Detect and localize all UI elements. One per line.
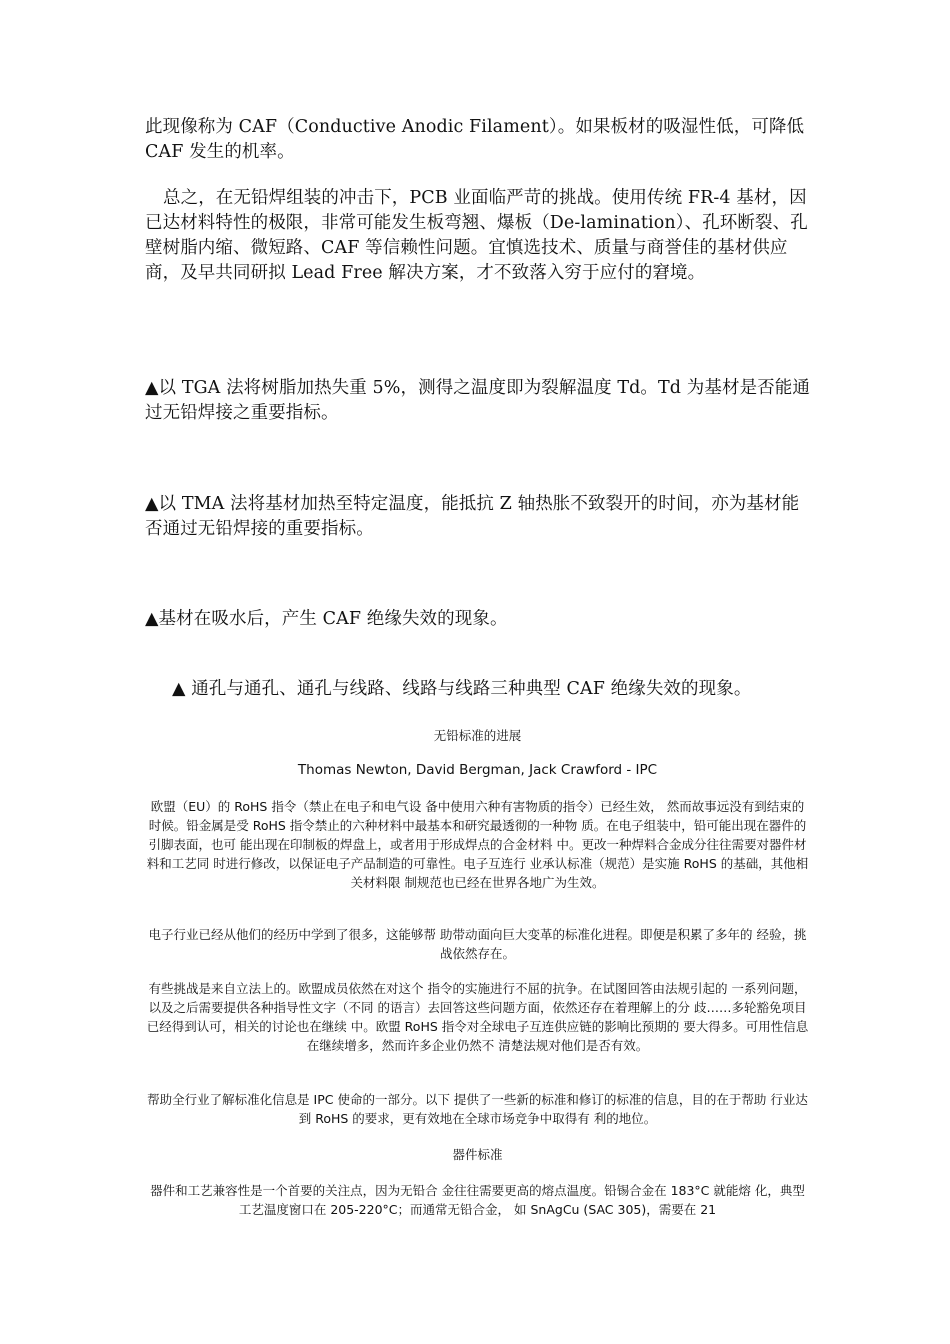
summary-paragraph: 总之，在无铅焊组装的冲击下，PCB 业面临严苛的挑战。使用传统 FR-4 基材，因已达材料特性的极限，非常可能发生板弯翘、爆板（De-lamination）、孔环断裂、孔壁树脂内缩、微短路、CAF 等信赖性问题。宜慎选技术、质量与商誉佳的基材供应商，及早共同研拟 Lead Free 解决方案，才不致落入穷于应付的窘境。 [145,188,808,283]
article-paragraph-5: 器件和工艺兼容性是一个首要的关注点，因为无铅合 金往往需要更高的熔点温度。铅锡合金在 183°C 就能熔 化，典型工艺温度窗口在 205-220°C；而通常无铅合金， 如 SnAgCu (SAC 305)，需要在 21 [150,1183,805,1217]
article-authors: Thomas Newton, David Bergman, Jack Crawford - IPC [297,762,658,778]
caf-types-caption: ▲ 通孔与通孔、通孔与线路、线路与线路三种典型 CAF 绝缘失效的现象。 [172,679,752,699]
section-heading: 器件标准 [452,1147,503,1162]
caf-water-caption: ▲基材在吸水后，产生 CAF 绝缘失效的现象。 [145,609,508,629]
article-paragraph-3: 有些挑战是来自立法上的。欧盟成员依然在对这个 指令的实施进行不屈的抗争。在试图回答由法规引起的 一系列问题，以及之后需要提供各种指导性文字（不同 的语言）去回答这些问题方面，依然还存在着理解上的分 歧……多轮豁免项目已经得到认可，相关的讨论也在继续 中。欧盟 RoHS 指令对全球电子互连供应链的影响比预期的 要大得多。可用性信息在继续增多，然而许多企业仍然不 清楚法规对他们是否有效。 [146,981,809,1053]
tma-caption: ▲以 TMA 法将基材加热至特定温度，能抵抗 Z 轴热胀不致裂开的时间，亦为基材能否通过无铅焊接的重要指标。 [145,494,800,539]
article-paragraph-4: 帮助全行业了解标准化信息是 IPC 使命的一部分。以下 提供了一些新的标准和修订的标准的信息，目的在于帮助 行业达到 RoHS 的要求，更有效地在全球市场竞争中取得有 利的地位。 [147,1092,808,1126]
tga-caption: ▲以 TGA 法将树脂加热失重 5%，测得之温度即为裂解温度 Td。Td 为基材是否能通过无铅焊接之重要指标。 [145,378,810,423]
article-paragraph-2: 电子行业已经从他们的经历中学到了很多，这能够帮 助带动面向巨大变革的标准化进程。即便是积累了多年的 经验，挑战依然存在。 [148,927,807,961]
article-title: 无铅标准的进展 [433,728,522,743]
caf-intro-paragraph: 此现像称为 CAF（Conductive Anodic Filament）。如果板材的吸湿性低，可降低 CAF 发生的机率。 [145,117,805,162]
article-paragraph-1: 欧盟（EU）的 RoHS 指令（禁止在电子和电气设 备中使用六种有害物质的指令）已经生效， 然而故事远没有到结束的时候。铅金属是受 RoHS 指令禁止的六种材料中最基本和研究最透彻的一种物 质。在电子组装中，铅可能出现在器件的引脚表面，也可 能出现在印制板的焊盘上，或者用于形成焊点的合金材料 中。更改一种焊料合金成分往往需要对器件材料和工艺同 时进行修改，以保证电子产品制造的可靠性。电子互连行 业承认标准（规范）是实施 RoHS 的基础，其他相关材料限 制规范也已经在世界各地广为生效。 [146,799,809,890]
